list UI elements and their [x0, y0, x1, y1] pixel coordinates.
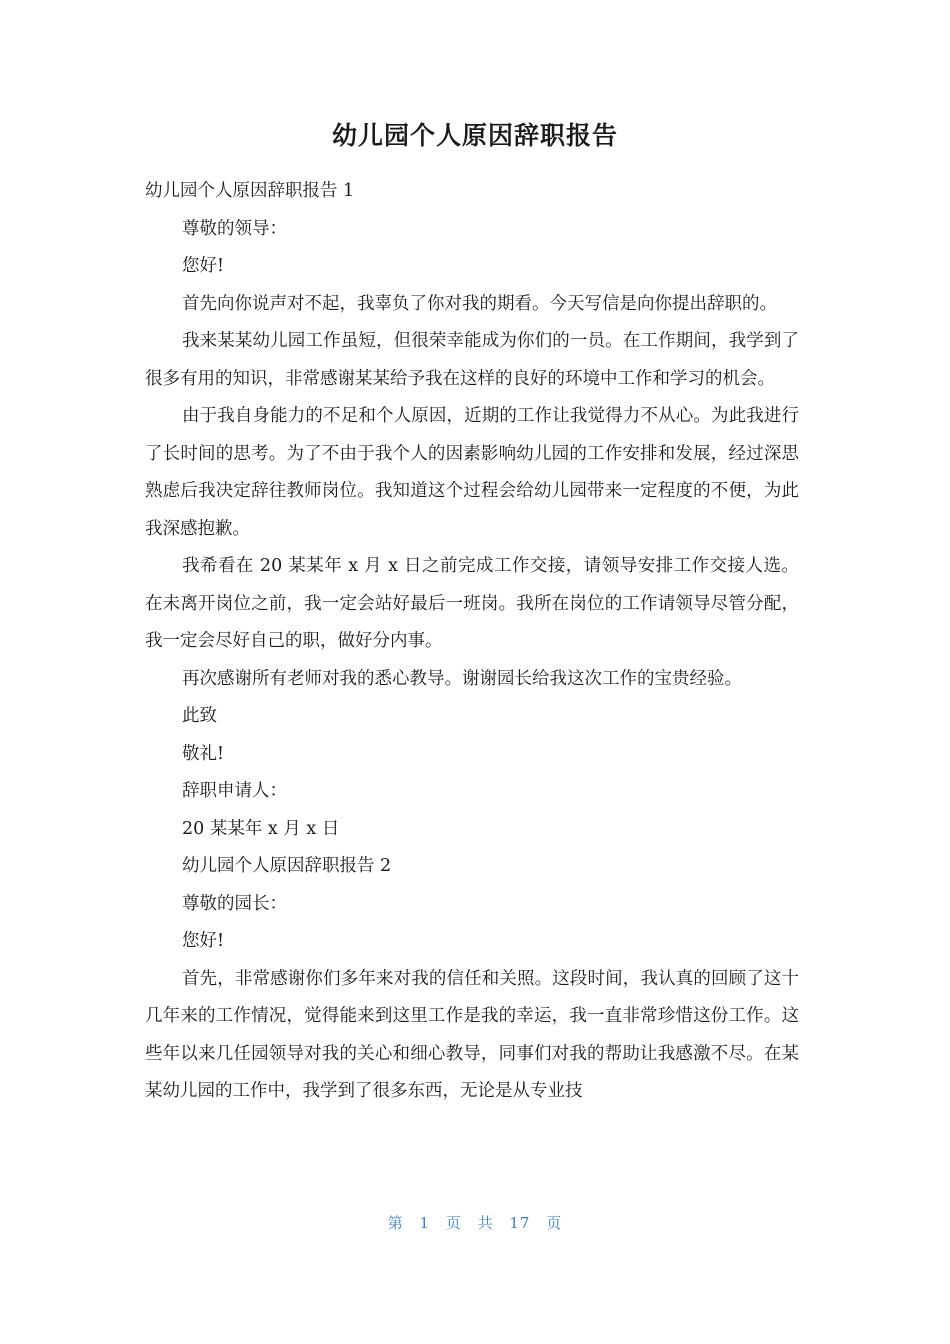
paragraph: 我希看在 20 某某年 x 月 x 日之前完成工作交接，请领导安排工作交接人选。在未离开岗位之前，我一定会站好最后一班岗。我所在岗位的工作请领导尽管分配，我一定会尽好自己的职，做好分内事。 — [145, 556, 799, 651]
paragraph: 我来某某幼儿园工作虽短，但很荣幸能成为你们的一员。在工作期间，我学到了很多有用的知识，非常感谢某某给予我在这样的良好的环境中工作和学习的机会。 — [145, 331, 799, 389]
paragraph: 首先，非常感谢你们多年来对我的信任和关照。这段时间，我认真的回顾了这十几年来的工作情况，觉得能来到这里工作是我的幸运，我一直非常珍惜这份工作。这些年以来几任园领导对我的关心和细心教导，同事们对我的帮助让我感激不尽。在某某幼儿园的工作中，我学到了很多东西，无论是从专业技 — [145, 968, 799, 1101]
paragraph: 尊敬的领导： — [182, 218, 287, 239]
paragraph: 辞职申请人： — [182, 781, 287, 801]
paragraph: 此致 — [182, 706, 217, 726]
paragraph: 幼儿园个人原因辞职报告 1 — [145, 181, 355, 201]
page-number-footer: 第 1 页 共 17 页 — [387, 1214, 563, 1232]
paragraph: 您好! — [182, 256, 225, 276]
document-title: 幼儿园个人原因辞职报告 — [331, 121, 618, 150]
paragraph: 您好! — [182, 931, 225, 951]
paragraph: 尊敬的园长： — [182, 893, 287, 914]
paragraph: 敬礼! — [182, 743, 225, 764]
paragraph: 幼儿园个人原因辞职报告 2 — [182, 856, 392, 876]
document-body — [145, 173, 799, 1111]
paragraph: 首先向你说声对不起，我辜负了你对我的期看。今天写信是向你提出辞职的。 — [182, 293, 777, 314]
paragraph: 再次感谢所有老师对我的悉心教导。谢谢园长给我这次工作的宝贵经验。 — [182, 668, 742, 689]
paragraph: 由于我自身能力的不足和个人原因，近期的工作让我觉得力不从心。为此我进行了长时间的思考。为了不由于我个人的因素影响幼儿园的工作安排和发展，经过深思熟虑后我决定辞往教师岗位。我知道这个过程会给幼儿园带来一定程度的不便，为此我深感抱歉。 — [145, 406, 799, 539]
paragraph: 20 某某年 x 月 x 日 — [182, 818, 340, 839]
